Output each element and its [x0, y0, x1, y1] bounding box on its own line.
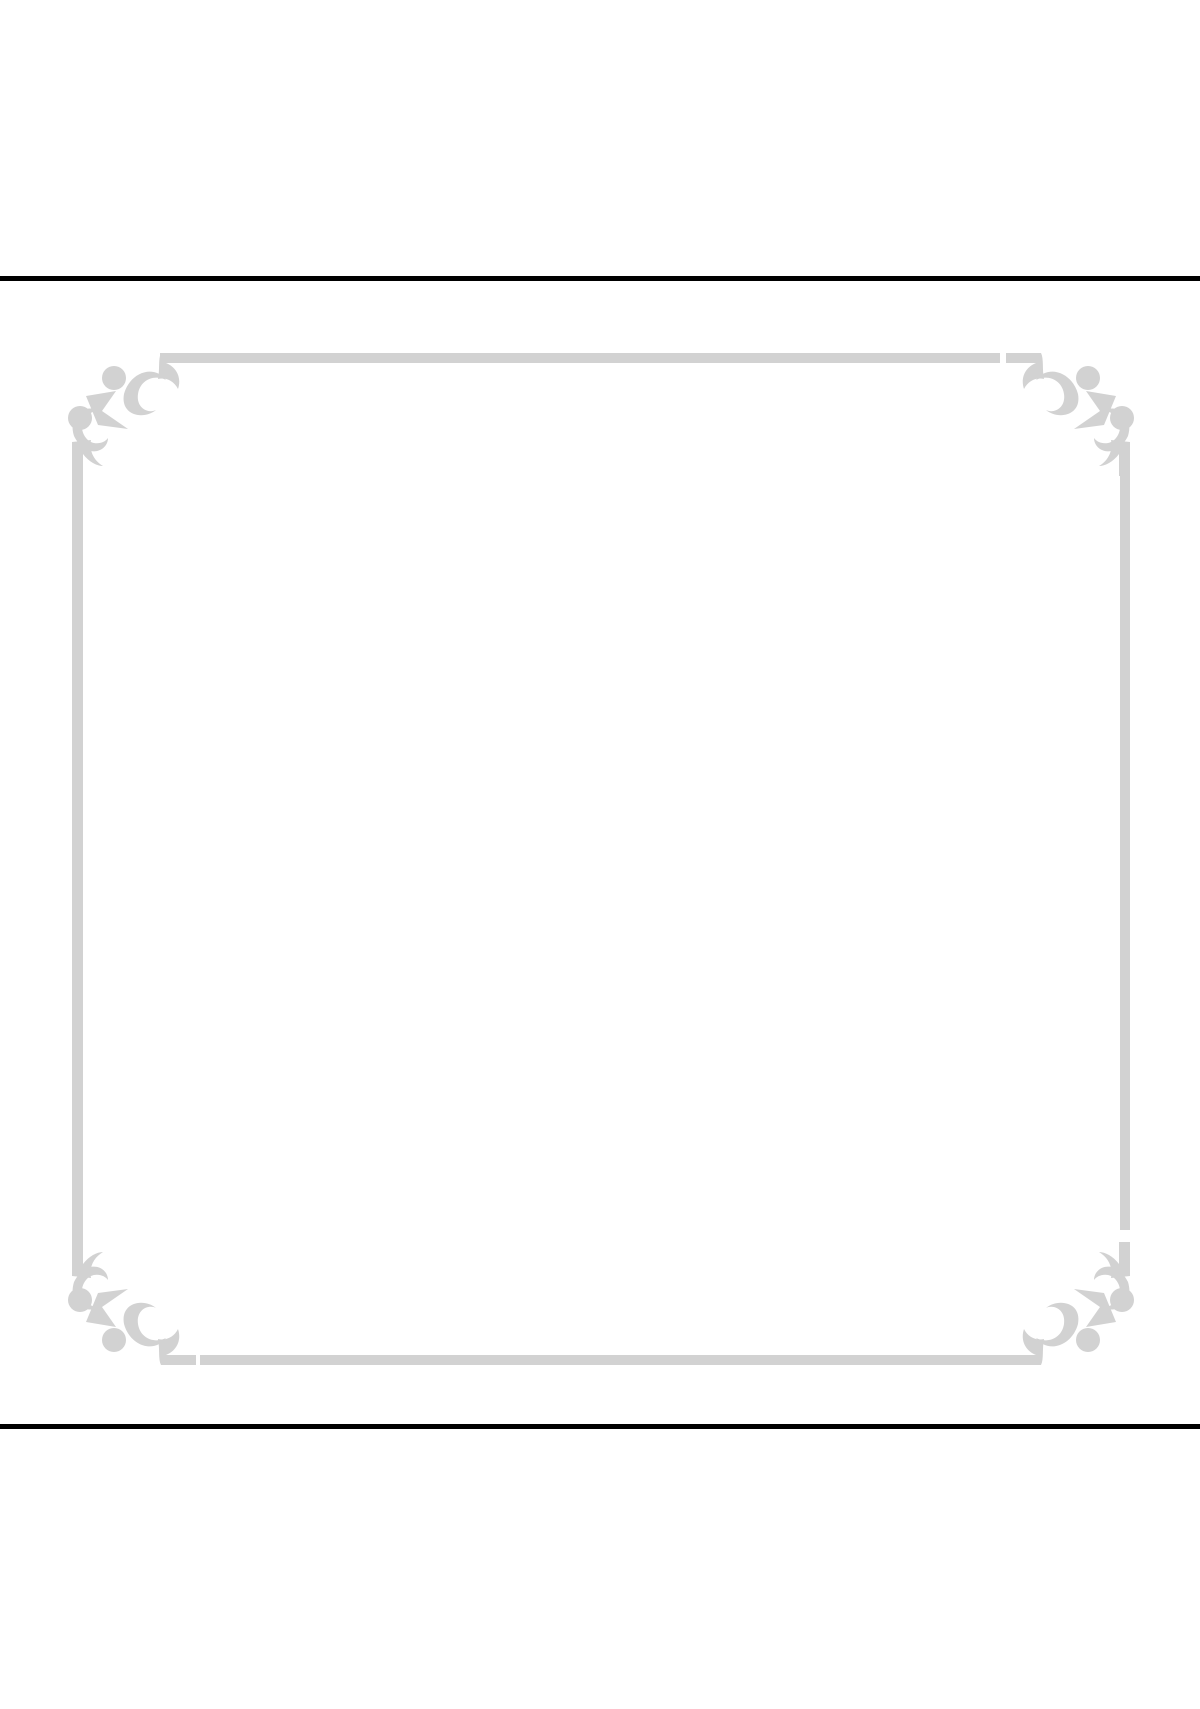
- ornamental-corner-icon: [1006, 1242, 1136, 1372]
- frame-top-bar: [160, 353, 1000, 363]
- bottom-decor-band: [0, 1445, 1200, 1709]
- ornamental-corner-icon: [1006, 346, 1136, 476]
- top-decor-band: [0, 0, 1200, 263]
- frame-right-bar: [1120, 470, 1130, 1230]
- afterword-content: [164, 428, 1044, 454]
- frame-left-bar: [72, 470, 83, 1250]
- top-divider-rule: [0, 276, 1200, 281]
- ornamental-corner-icon: [66, 346, 196, 476]
- ornamental-corner-icon: [66, 1242, 196, 1372]
- frame-bottom-bar: [200, 1355, 1030, 1365]
- bottom-divider-rule: [0, 1424, 1200, 1429]
